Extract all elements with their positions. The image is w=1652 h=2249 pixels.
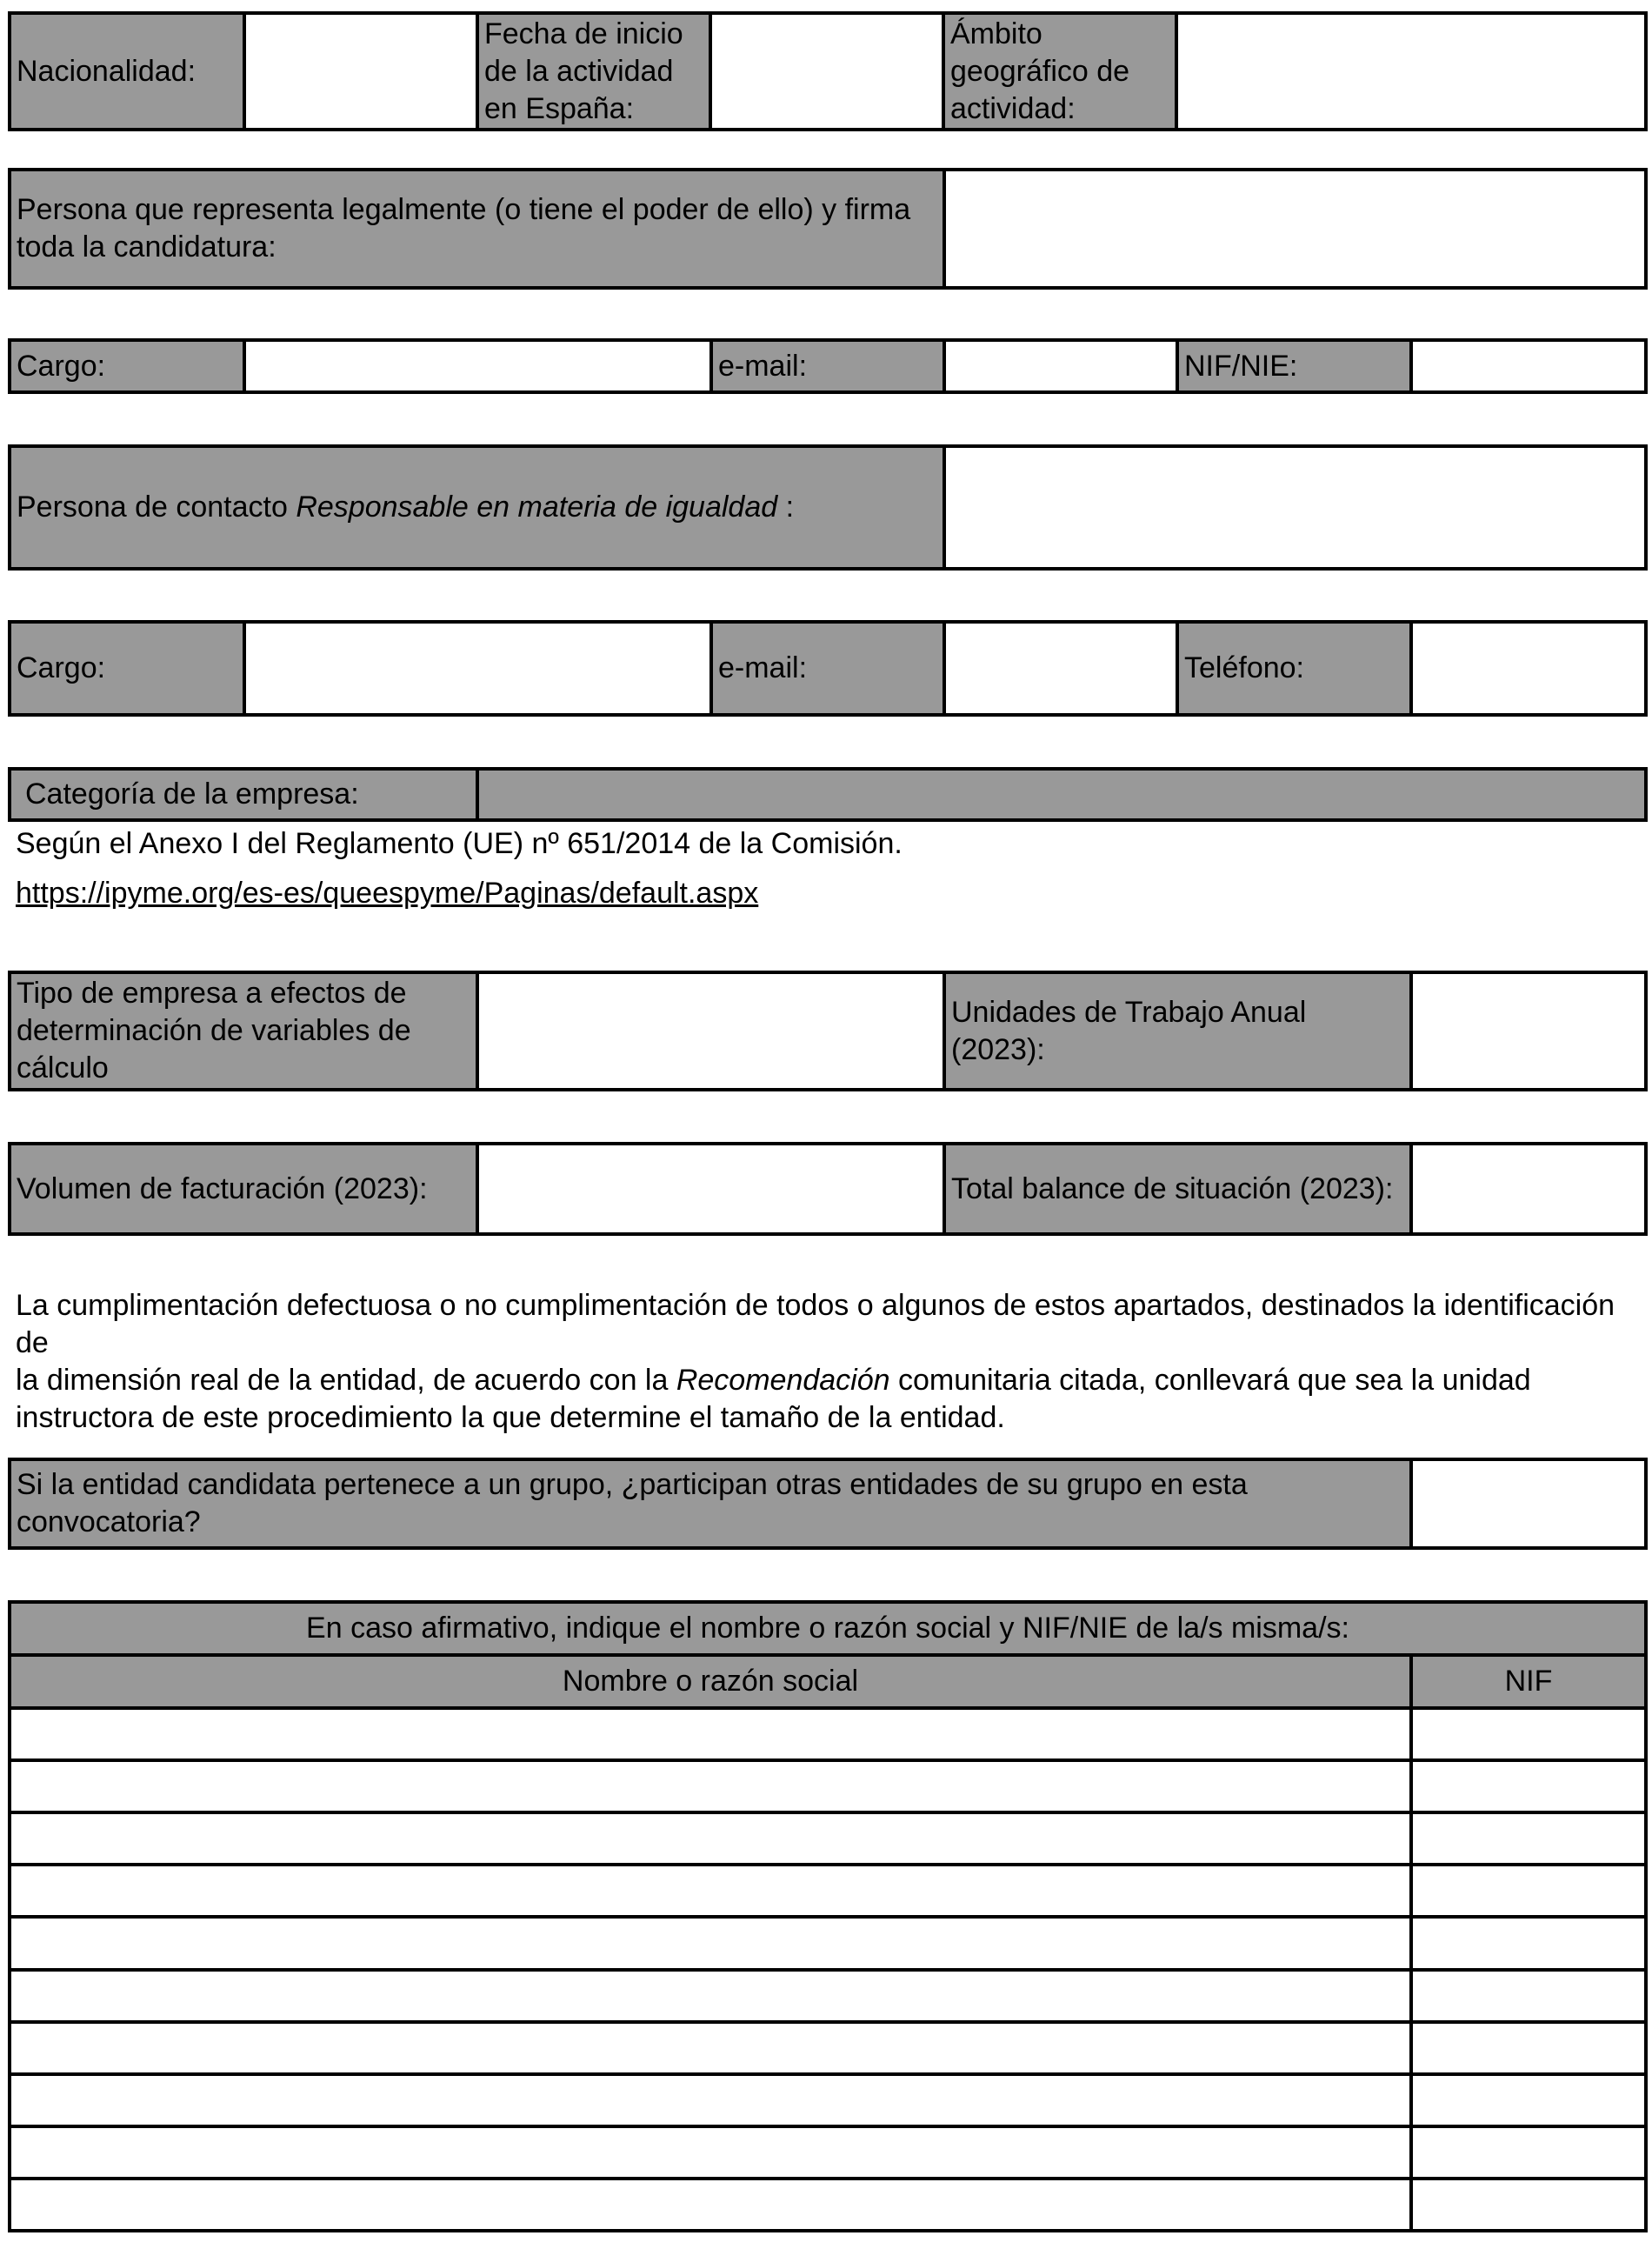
- grupo-row: [8, 1458, 1648, 1550]
- table-row: [10, 2126, 1646, 2179]
- facturacion-label: Volumen de facturación (2023):: [10, 1144, 477, 1234]
- table-row: [10, 2022, 1646, 2074]
- facturacion-field[interactable]: [477, 1144, 944, 1234]
- ambito-label: Ámbito geográfico de actividad:: [943, 13, 1176, 130]
- grupo-field[interactable]: [1411, 1459, 1646, 1548]
- fecha-inicio-field[interactable]: [710, 13, 943, 130]
- representante-cargo-label: Cargo:: [10, 340, 244, 392]
- grupo-label: Si la entidad candidata pertenece a un grupo, ¿participan otras entidades de su grupo en esta convocatoria?: [10, 1459, 1411, 1548]
- uta-field[interactable]: [1411, 972, 1646, 1090]
- nombre-cell[interactable]: [10, 1708, 1411, 1760]
- entidades-grupo-title: En caso afirmativo, indique el nombre o razón social y NIF/NIE de la/s misma/s:: [10, 1602, 1646, 1655]
- balance-label: Total balance de situación (2023):: [944, 1144, 1411, 1234]
- representante-email-field[interactable]: [944, 340, 1177, 392]
- contacto-field[interactable]: [944, 446, 1646, 569]
- categoria-row: [8, 767, 1648, 822]
- contacto-email-label: e-mail:: [711, 622, 944, 715]
- nacionalidad-row: [8, 11, 1648, 131]
- nombre-cell[interactable]: [10, 1812, 1411, 1865]
- representante-nif-label: NIF/NIE:: [1177, 340, 1411, 392]
- contacto-email-field[interactable]: [944, 622, 1177, 715]
- table-row: [10, 1760, 1646, 1812]
- nif-cell[interactable]: [1411, 1708, 1646, 1760]
- entidades-grupo-table: [8, 1600, 1648, 2232]
- nif-cell[interactable]: [1411, 2179, 1646, 2231]
- tipo-empresa-field[interactable]: [477, 972, 944, 1090]
- contacto-telefono-field[interactable]: [1411, 622, 1646, 715]
- nif-cell[interactable]: [1411, 1812, 1646, 1865]
- col-nif-header: NIF: [1411, 1655, 1646, 1708]
- contacto-row: [8, 444, 1648, 571]
- tipo-empresa-row: [8, 971, 1648, 1091]
- col-nombre-header: Nombre o razón social: [10, 1655, 1411, 1708]
- volumen-row: [8, 1142, 1648, 1236]
- table-row: [10, 2074, 1646, 2126]
- contacto-cargo-field[interactable]: [244, 622, 711, 715]
- nombre-cell[interactable]: [10, 2022, 1411, 2074]
- contacto-telefono-label: Teléfono:: [1177, 622, 1411, 715]
- nombre-cell[interactable]: [10, 2179, 1411, 2231]
- representante-cargo-field[interactable]: [244, 340, 711, 392]
- representante-field[interactable]: [944, 170, 1646, 288]
- representante-row: [8, 168, 1648, 290]
- nif-cell[interactable]: [1411, 2126, 1646, 2179]
- nombre-cell[interactable]: [10, 1865, 1411, 1917]
- tipo-empresa-label: Tipo de empresa a efectos de determinación de variables de cálculo: [10, 972, 477, 1090]
- table-row: [10, 1865, 1646, 1917]
- table-row: [10, 1708, 1646, 1760]
- nif-cell[interactable]: [1411, 1917, 1646, 1969]
- ipyme-link[interactable]: https://ipyme.org/es-es/queespyme/Paginas/default.aspx: [16, 877, 759, 910]
- table-row: [10, 1812, 1646, 1865]
- categoria-field[interactable]: [477, 769, 1646, 820]
- contacto-datos-row: [8, 620, 1648, 717]
- balance-field[interactable]: [1411, 1144, 1646, 1234]
- nombre-cell[interactable]: [10, 2074, 1411, 2126]
- representante-nif-field[interactable]: [1411, 340, 1646, 392]
- nombre-cell[interactable]: [10, 1970, 1411, 2022]
- categoria-label: Categoría de la empresa:: [10, 769, 477, 820]
- nacionalidad-label: Nacionalidad:: [10, 13, 244, 130]
- table-row: [10, 1970, 1646, 2022]
- table-row: [10, 2179, 1646, 2231]
- nombre-cell[interactable]: [10, 1917, 1411, 1969]
- representante-datos-row: [8, 338, 1648, 394]
- table-row: [10, 1917, 1646, 1969]
- nif-cell[interactable]: [1411, 2022, 1646, 2074]
- representante-label: Persona que representa legalmente (o tiene el poder de ello) y firma toda la candidatura:: [10, 170, 944, 288]
- nif-cell[interactable]: [1411, 1760, 1646, 1812]
- nombre-cell[interactable]: [10, 1760, 1411, 1812]
- nif-cell[interactable]: [1411, 2074, 1646, 2126]
- contacto-cargo-label: Cargo:: [10, 622, 244, 715]
- nacionalidad-field[interactable]: [244, 13, 477, 130]
- representante-email-label: e-mail:: [711, 340, 944, 392]
- nombre-cell[interactable]: [10, 2126, 1411, 2179]
- nif-cell[interactable]: [1411, 1865, 1646, 1917]
- aviso-paragraph: La cumplimentación defectuosa o no cumplimentación de todos o algunos de estos apartados, destinados la identificación de la dimensión real de la entidad, de acuerdo con la Recomendación comunitaria citada, conllevará que sea la unidad instructora de este procedimiento la que determine el tamaño de la entidad.: [16, 1289, 1615, 1434]
- categoria-nota: Según el Anexo I del Reglamento (UE) nº 651/2014 de la Comisión.: [16, 827, 903, 860]
- nif-cell[interactable]: [1411, 1970, 1646, 2022]
- fecha-inicio-label: Fecha de inicio de la actividad en España:: [477, 13, 710, 130]
- ambito-field[interactable]: [1176, 13, 1646, 130]
- uta-label: Unidades de Trabajo Anual (2023):: [944, 972, 1411, 1090]
- contacto-label: Persona de contacto Responsable en materia de igualdad :: [10, 446, 944, 569]
